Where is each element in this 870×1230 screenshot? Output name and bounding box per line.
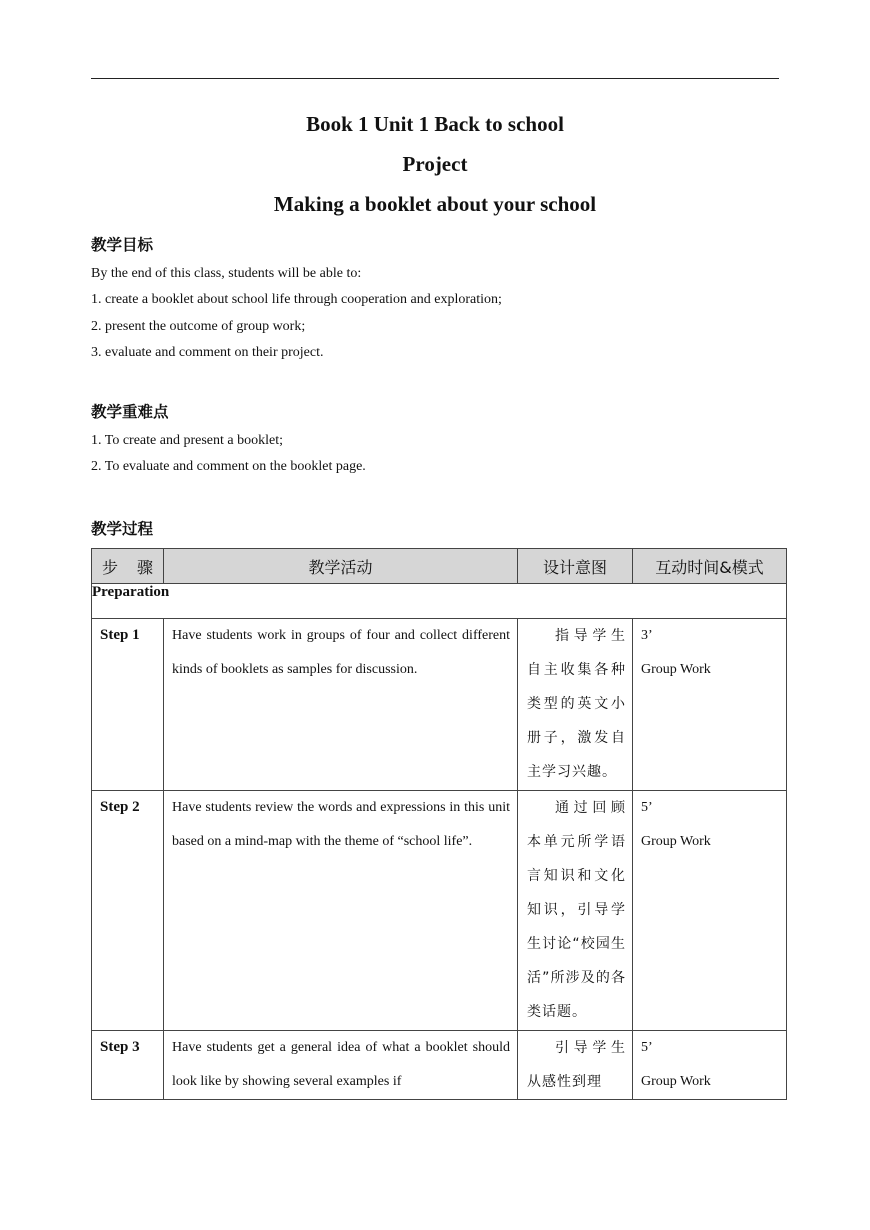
- header-rule: [91, 78, 779, 79]
- intent-text: 引导学生从感性到理: [527, 1040, 626, 1090]
- title-line-1: Book 1 Unit 1 Back to school: [306, 112, 564, 136]
- intent-cell: [518, 791, 633, 1031]
- time-mode-cell: [633, 791, 787, 1031]
- key-points-heading: 教学重难点: [91, 403, 169, 421]
- objectives-heading: 教学目标: [91, 236, 154, 254]
- title-line-3: Making a booklet about your school: [273, 192, 597, 216]
- process-table: [91, 548, 787, 1100]
- time-value: 5’: [641, 1040, 653, 1055]
- objective-intro: By the end of this class, students will be able to:: [91, 266, 362, 281]
- section-preparation: Preparation: [92, 584, 787, 619]
- key-point-2: 2. To evaluate and comment on the booklet page.: [91, 459, 366, 474]
- time-mode-cell: [633, 1031, 787, 1100]
- intent-text: 通过回顾本单元所学语言知识和文化知识，引导学生讨论“校园生活”所涉及的各类话题。: [527, 800, 626, 1020]
- time-mode-cell: [633, 619, 787, 791]
- section-row: [92, 584, 787, 619]
- activity-cell: Have students review the words and expressions in this unit based on a mind-map with the theme of “school life”.: [164, 791, 518, 1031]
- mode-value: Group Work: [641, 834, 711, 849]
- objective-item-1: 1. create a booklet about school life through cooperation and exploration;: [91, 292, 502, 307]
- column-header-step: 步 骤: [92, 549, 164, 584]
- intent-cell: [518, 619, 633, 791]
- mode-value: Group Work: [641, 662, 711, 677]
- intent-text: 指导学生自主收集各种类型的英文小册子，激发自主学习兴趣。: [527, 628, 626, 780]
- table-header-row: [92, 549, 787, 584]
- step-label: Step 1: [92, 619, 164, 791]
- step-label: Step 2: [92, 791, 164, 1031]
- mode-value: Group Work: [641, 1074, 711, 1089]
- time-value: 5’: [641, 800, 653, 815]
- table-row: [92, 619, 787, 791]
- key-point-1: 1. To create and present a booklet;: [91, 433, 283, 448]
- step-label: Step 3: [92, 1031, 164, 1100]
- time-value: 3’: [641, 628, 653, 643]
- column-header-intent: 设计意图: [518, 549, 633, 584]
- activity-cell: Have students work in groups of four and collect different kinds of booklets as samples for discussion.: [164, 619, 518, 791]
- table-row: [92, 1031, 787, 1100]
- table-row: [92, 791, 787, 1031]
- intent-cell: [518, 1031, 633, 1100]
- title-line-2: Project: [402, 152, 468, 176]
- activity-cell: Have students get a general idea of what a booklet should look like by showing several examples if: [164, 1031, 518, 1100]
- column-header-time-mode: 互动时间&模式: [633, 549, 787, 584]
- objective-item-3: 3. evaluate and comment on their project.: [91, 345, 324, 360]
- objective-item-2: 2. present the outcome of group work;: [91, 319, 306, 334]
- column-header-activity: 教学活动: [164, 549, 518, 584]
- process-heading: 教学过程: [91, 520, 154, 538]
